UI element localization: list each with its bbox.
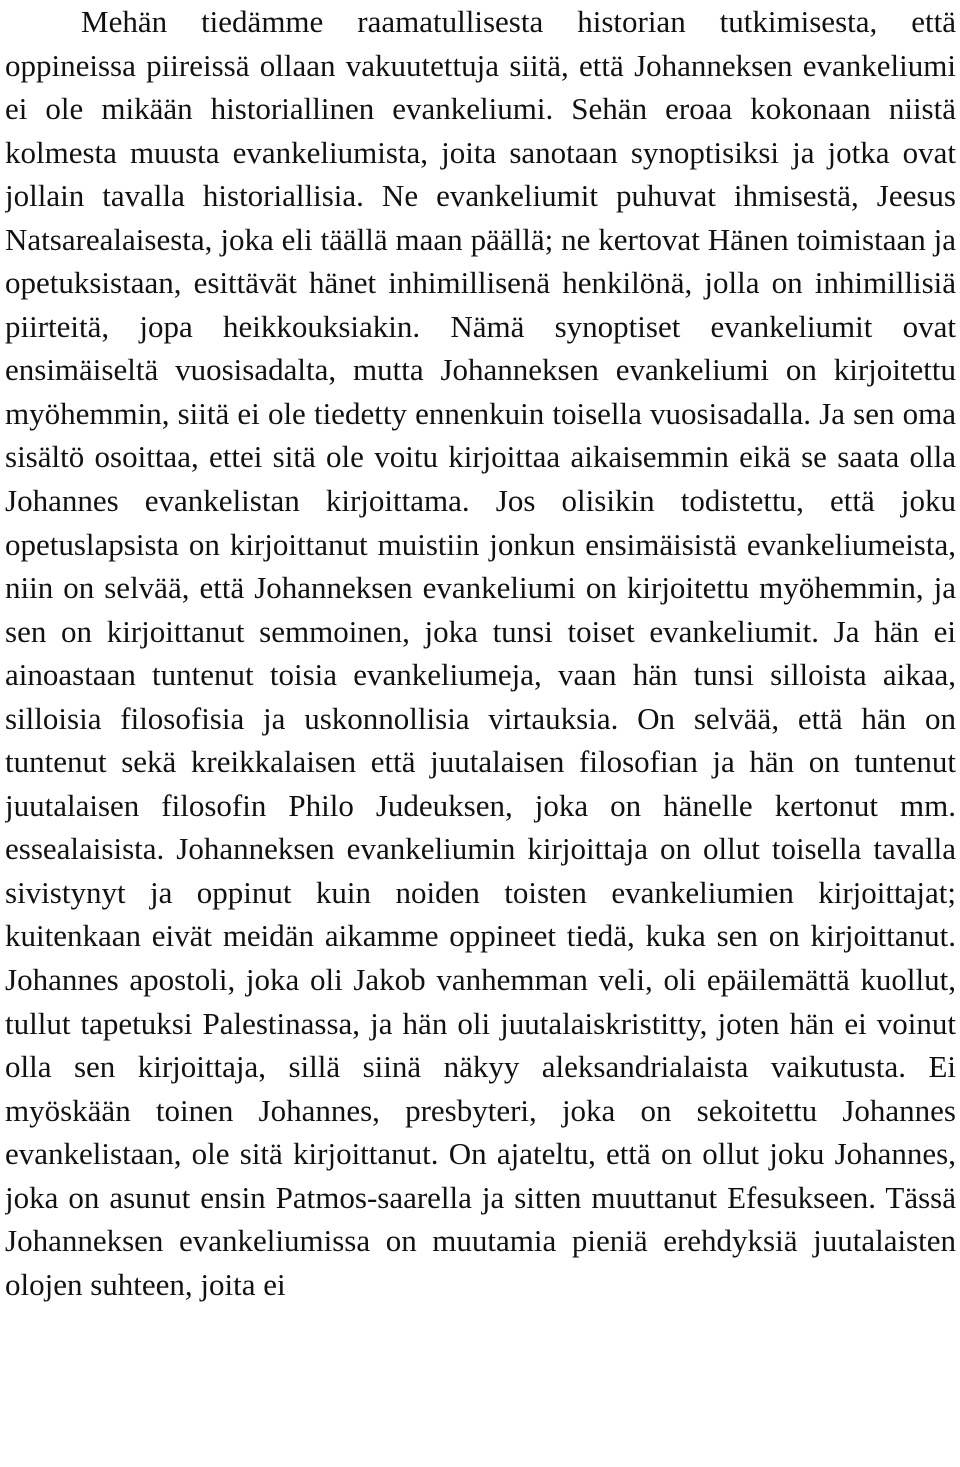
body-paragraph: Mehän tiedämme raamatullisesta historian tutkimisesta, että oppineissa piireissä ollaan vakuutettuja siitä, että Johanneksen evankeliumi ei ole mikään historiallinen evankeliumi. Sehän eroaa kokonaan niistä kolmesta muusta evankeliumista, joita sanotaan synoptisiksi ja jotka ovat jollain tavalla historiallisia. Ne evankeliumit puhuvat ihmisestä, Jeesus Natsarealaisesta, joka eli täällä maan päällä; ne kertovat Hänen toimistaan ja opetuksistaan, esittävät hänet inhimillisenä henkilönä, jolla on inhimillisiä piirteitä, jopa heikkouksiakin. Nämä synoptiset evankeliumit ovat ensimäiseltä vuosisadalta, mutta Johanneksen evankeliumi on kirjoitettu myöhemmin, siitä ei ole tiedetty ennenkuin toisella vuosisadalla. Ja sen oma sisältö osoittaa, ettei sitä ole voitu kirjoittaa aikaisemmin eikä se saata olla Johannes evankelistan kirjoittama. Jos olisikin todistettu, että joku opetuslapsista on kirjoittanut muistiin jonkun ensimäisistä evankeliumeista, niin on selvää, että Johanneksen evankeliumi on kirjoitettu myöhemmin, ja sen on kirjoittanut semmoinen, joka tunsi toiset evankeliumit. Ja hän ei ainoastaan tuntenut toisia evankeliumeja, vaan hän tunsi silloista aikaa, silloisia filosofisia ja uskonnollisia virtauksia. On selvää, että hän on tuntenut sekä kreikkalaisen että juutalaisen filosofian ja hän on tuntenut juutalaisen filosofin Philo Judeuksen, joka on hänelle kertonut mm. essealaisista. Johanneksen evankeliumin kirjoittaja on ollut toisella tavalla sivistynyt ja oppinut kuin noiden toisten evankeliumien kirjoittajat; kuitenkaan eivät meidän aikamme oppineet tiedä, kuka sen on kirjoittanut. Johannes apostoli, joka oli Jakob vanhemman veli, oli epäilemättä kuollut, tullut tapetuksi Palestinassa, ja hän oli juutalaiskristitty, joten hän ei voinut olla sen kirjoittaja, sillä siinä näkyy aleksandrialaista vaikutusta. Ei myöskään toinen Johannes, presbyteri, joka on sekoitettu Johannes evankelistaan, ole sitä kirjoittanut. On ajateltu, että on ollut joku Johannes, joka on asunut ensin Patmos-saarella ja sitten muuttanut Efesukseen. Tässä Johanneksen evankeliumissa on muutamia pieniä erehdyksiä juutalaisten olojen suhteen, joita ei xyxy=(5,4,956,1302)
document-page xyxy=(5,0,956,1467)
